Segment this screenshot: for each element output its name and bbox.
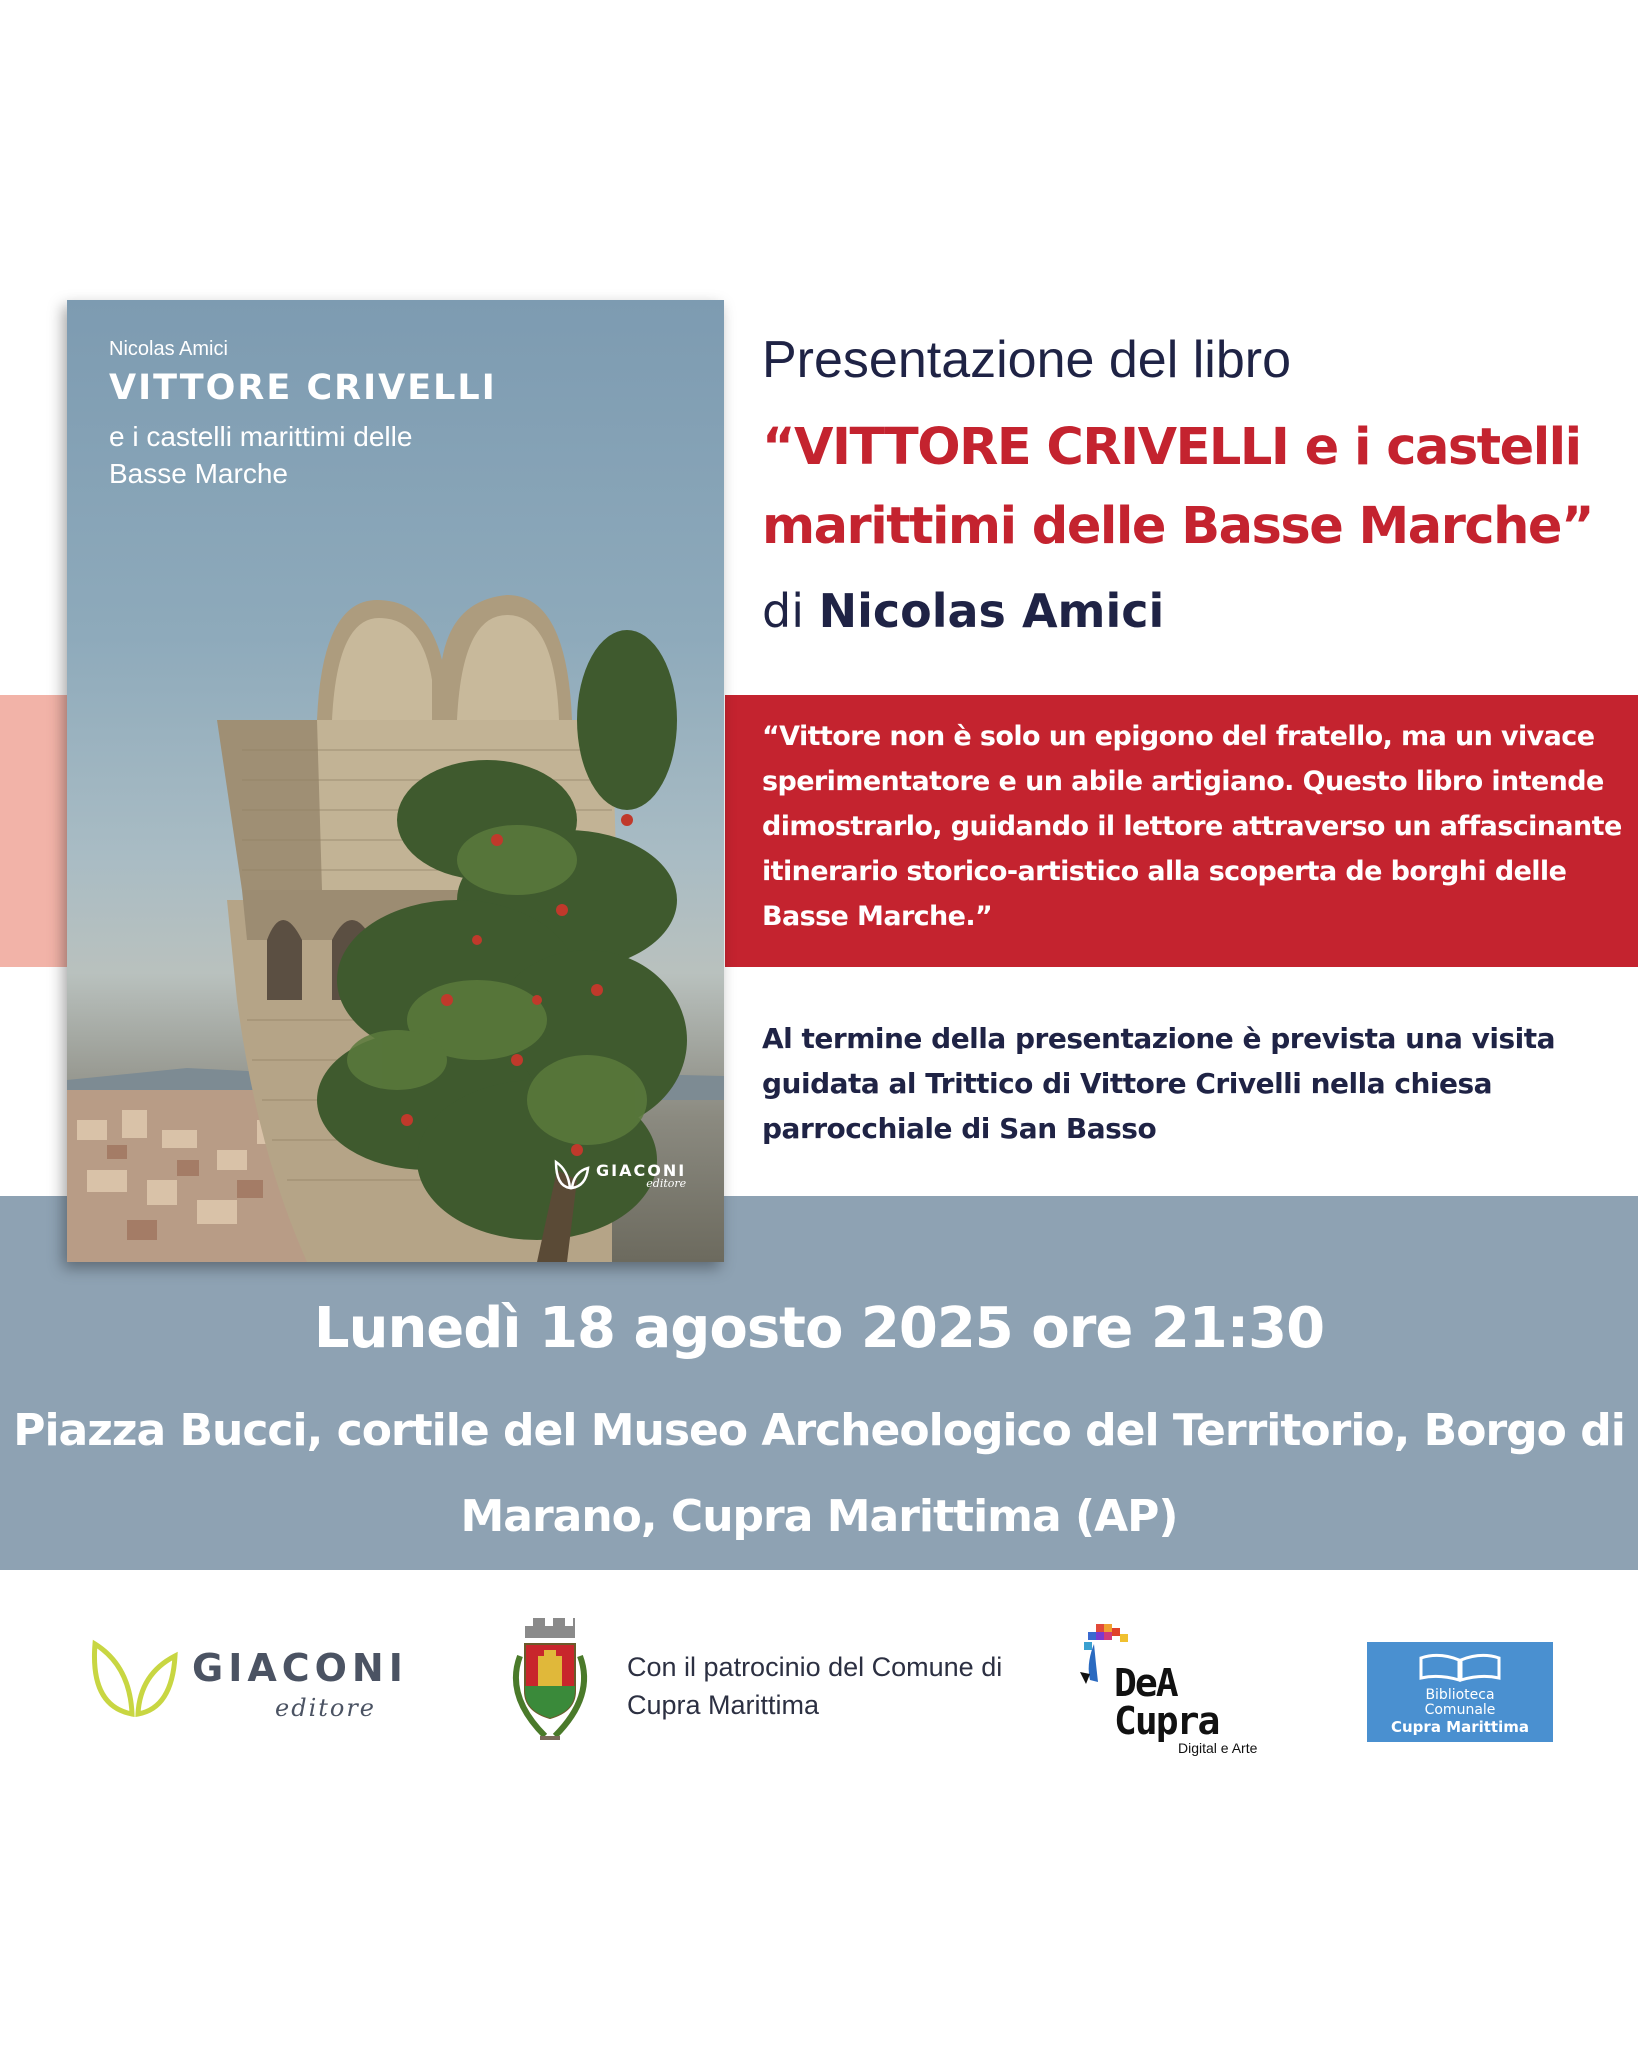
dea-subtitle: Digital e Arte (1178, 1740, 1258, 1756)
giaconi-sub: editore (275, 1694, 377, 1722)
comune-crest-icon (500, 1616, 600, 1751)
library-line-3: Cupra Marittima (1391, 1718, 1529, 1736)
open-book-icon (1415, 1648, 1505, 1684)
cover-title: VITTORE CRIVELLI (109, 368, 497, 408)
cover-publisher-name: GIACONI (596, 1160, 687, 1180)
byline (762, 584, 1164, 638)
library-line-1: Biblioteca (1425, 1687, 1495, 1703)
library-line-2: Comunale (1424, 1702, 1496, 1718)
dea-title: DeA Cupra (1114, 1661, 1219, 1743)
visit-note: Al termine della presentazione è prevista una visita guidata al Trittico di Vittore Crivelli nella chiesa parrocchiale di San Basso (762, 1022, 1556, 1145)
pink-accent-band (0, 695, 68, 967)
patronage-text: Con il patrocinio del Comune di Cupra Marittima (627, 1652, 1003, 1720)
book-title-heading: “VITTORE CRIVELLI e i castelli marittimi delle Basse Marche” (762, 418, 1594, 556)
cover-publisher-logo (552, 1158, 686, 1192)
byline-author: Nicolas Amici (818, 584, 1165, 638)
book-cover (67, 300, 724, 1262)
leaf-icon (552, 1158, 592, 1192)
giaconi-name: GIACONI (192, 1646, 408, 1690)
book-quote: “Vittore non è solo un epigono del fratello, ma un vivace sperimentatore e un abile artigiano. Questo libro intende dimostrarlo, guidando il lettore attraverso un affascinante itinerario storico-artistico alla scoperta de borghi delle Basse Marche.” (762, 721, 1622, 932)
cover-subtitle: e i castelli marittimi delle Basse Marche (109, 421, 413, 489)
leaf-icon (90, 1636, 180, 1726)
event-location: Piazza Bucci, cortile del Museo Archeologico del Territorio, Borgo di Marano, Cupra Marittima (AP) (13, 1405, 1625, 1542)
cover-author: Nicolas Amici (109, 338, 228, 360)
giaconi-editore-logo (90, 1636, 410, 1726)
cover-publisher-sub: editore (646, 1176, 687, 1190)
event-date-time: Lunedì 18 agosto 2025 ore 21:30 (313, 1296, 1325, 1361)
biblioteca-logo (1367, 1642, 1553, 1742)
intro-heading: Presentazione del libro (762, 331, 1291, 389)
dea-cupra-logo (1076, 1624, 1276, 1764)
byline-prefix: di (762, 584, 804, 638)
